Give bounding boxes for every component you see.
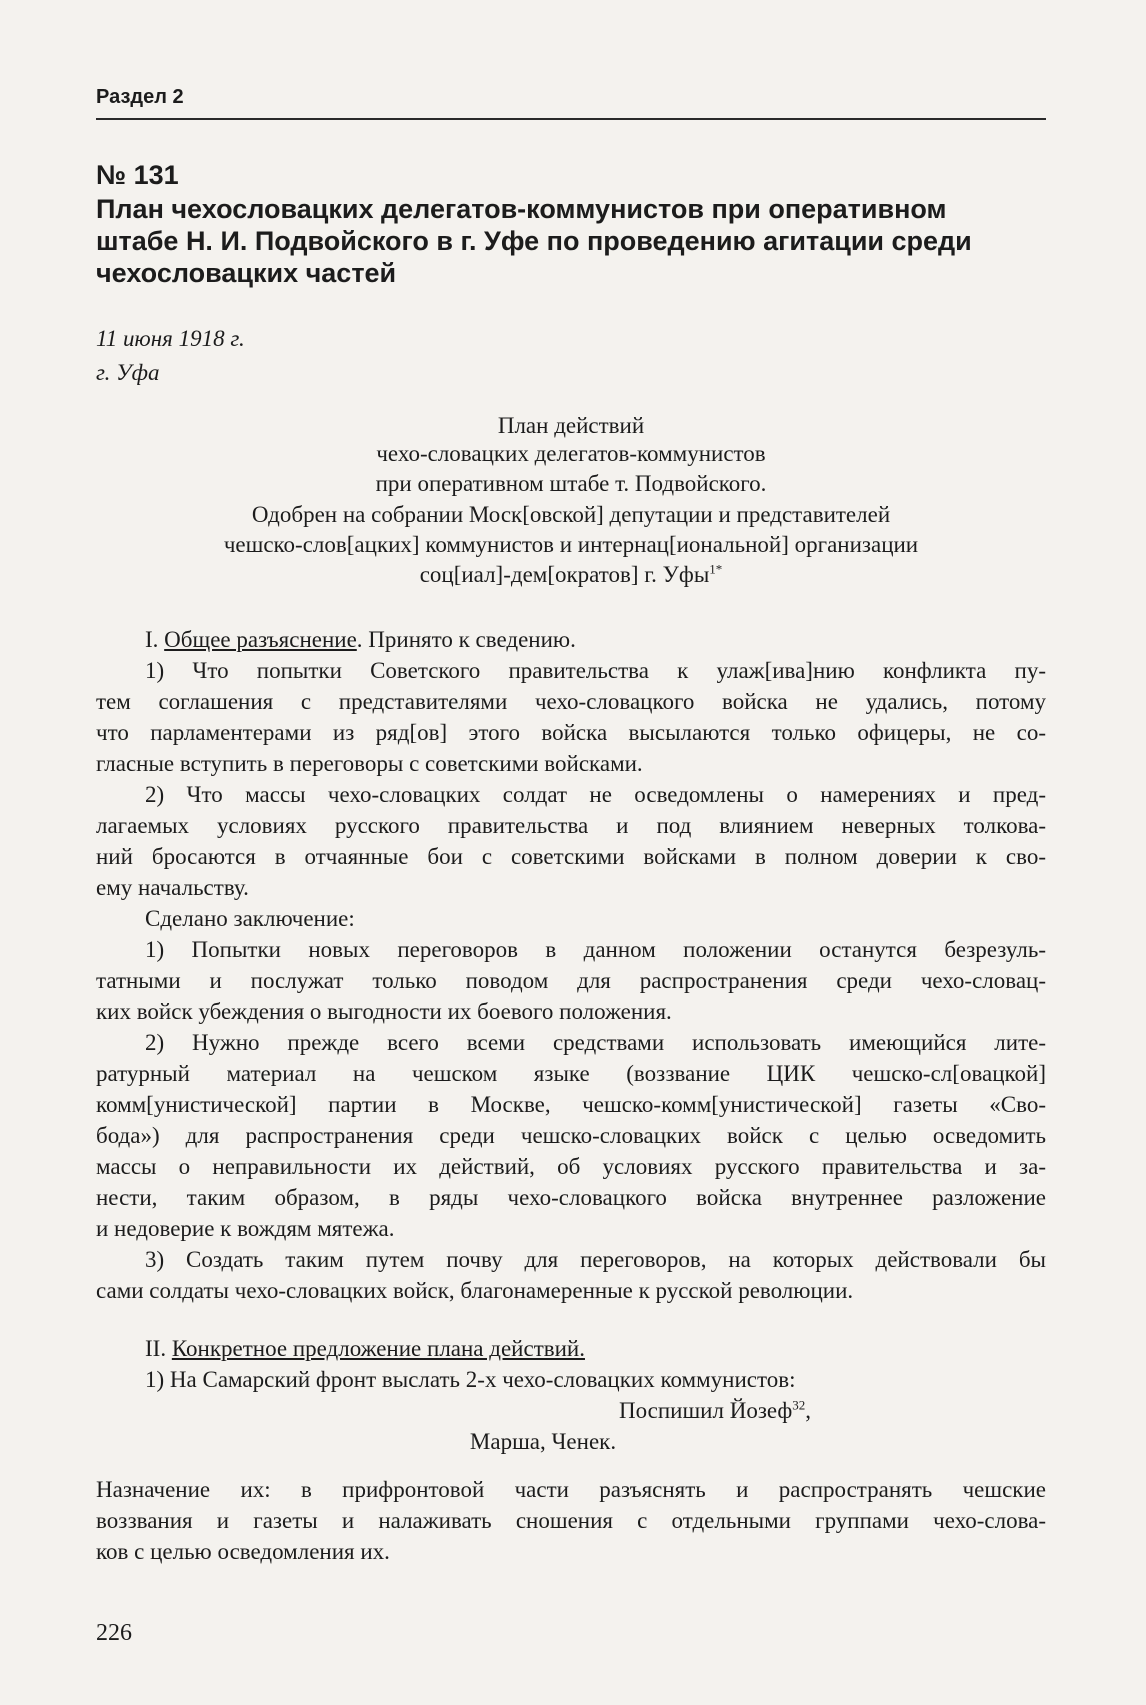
person-name: Поспишил Йозеф — [618, 1398, 793, 1423]
para-line: 1) На Самарский фронт выслать 2-х чехо-словацких коммунистов: — [145, 1367, 796, 1392]
section-note: . Принято к сведению. — [356, 627, 576, 652]
footnote-marker: 32 — [792, 1397, 806, 1413]
para-line: лагаемых условиях русского правительства и под влиянием неверных толкова- — [96, 813, 1046, 838]
names-line: Марша, Ченек. — [469, 1429, 617, 1454]
para-line: нести, таким образом, в ряды чехо-словацкого войска внутреннее разложение — [96, 1185, 1046, 1210]
para-line: татными и послужат только поводом для распространения среди чехо-словац- — [96, 968, 1046, 993]
section-1-heading — [96, 627, 1046, 653]
plan-heading-line: при оперативном штабе т. Подвойского. — [375, 471, 767, 496]
para-line: 1) Попытки новых переговоров в данном положении останутся безрезуль- — [145, 937, 1046, 962]
para-line: 2) Что массы чехо-словацких солдат не осведомлены о намерениях и пред- — [145, 782, 1046, 807]
para-line: 3) Создать таким путем почву для переговоров, на которых действовали бы — [145, 1247, 1046, 1272]
footnote-marker: 1* — [709, 561, 723, 577]
approval-line — [96, 562, 1046, 588]
para-line: гласные вступить в переговоры с советскими войсками. — [96, 751, 643, 776]
para-line: массы о неправильности их действий, об условиях русского правительства и за- — [96, 1154, 1046, 1179]
document-place: г. Уфа — [96, 360, 160, 385]
section-title: Общее разъяснение — [164, 627, 357, 652]
para-line: ков с целью осведомления их. — [96, 1539, 390, 1564]
name-suffix: , — [805, 1398, 812, 1423]
para-line: тем соглашения с представителями чехо-словацкого войска не удались, потому — [96, 689, 1046, 714]
names-line — [240, 1398, 1146, 1424]
approval-text: соц[иал]-дем[ократов] г. Уфы — [419, 562, 710, 587]
page-number: 226 — [96, 1620, 132, 1646]
para-line: ратурный материал на чешском языке (воззвание ЦИК чешско-сл[овацкой] — [96, 1061, 1046, 1086]
para-line: что парламентерами из ряд[ов] этого войска высылаются только офицеры, не со- — [96, 720, 1046, 745]
document-number: № 131 — [96, 160, 179, 190]
document-title: План чехословацких делегатов-коммунистов при оперативном штабе Н. И. Подвойского в г. Уфе по проведению агитации среди чехословацких частей — [96, 194, 972, 288]
header-rule — [96, 118, 1046, 120]
para-line: и недоверие к вождям мятежа. — [96, 1216, 395, 1241]
para-line: сами солдаты чехо-словацких войск, благонамеренные к русской революции. — [96, 1278, 854, 1303]
approval-line: чешско-слов[ацких] коммунистов и интернац[иональной] организации — [223, 532, 919, 557]
para-line: ему начальству. — [96, 875, 249, 900]
approval-line: Одобрен на собрании Моск[овской] депутации и представителей — [251, 502, 891, 527]
document-date: 11 июня 1918 г. — [96, 326, 245, 351]
section-title: Конкретное предложение плана действий. — [171, 1336, 585, 1361]
para-line: 1) Что попытки Советского правительства к улаж[ива]нию конфликта пу- — [145, 658, 1046, 683]
para-line: ний бросаются в отчаянные бои с советскими войсками в полном доверии к сво- — [96, 844, 1046, 869]
para-line: воззвания и газеты и налаживать сношения с отдельными группами чехо-слова- — [96, 1508, 1046, 1533]
para-line: Назначение их: в прифронтовой части разъяснять и распространять чешские — [96, 1477, 1046, 1502]
conclusion-heading: Сделано заключение: — [145, 906, 355, 931]
para-line: комм[унистической] партии в Москве, чешско-комм[унистической] газеты «Сво- — [96, 1092, 1046, 1117]
para-line: 2) Нужно прежде всего всеми средствами использовать имеющийся лите- — [145, 1030, 1046, 1055]
running-head: Раздел 2 — [96, 86, 184, 108]
section-2-heading — [96, 1336, 1046, 1362]
para-line: бода») для распространения среди чешско-словацких войск с целью осведомить — [96, 1123, 1046, 1148]
plan-heading-line: чехо-словацких делегатов-коммунистов — [376, 441, 766, 466]
section-numeral: I. — [145, 627, 165, 652]
section-numeral: II. — [145, 1336, 172, 1361]
para-line: ких войск убеждения о выгодности их боевого положения. — [96, 999, 672, 1024]
plan-heading-line: План действий — [497, 413, 645, 438]
